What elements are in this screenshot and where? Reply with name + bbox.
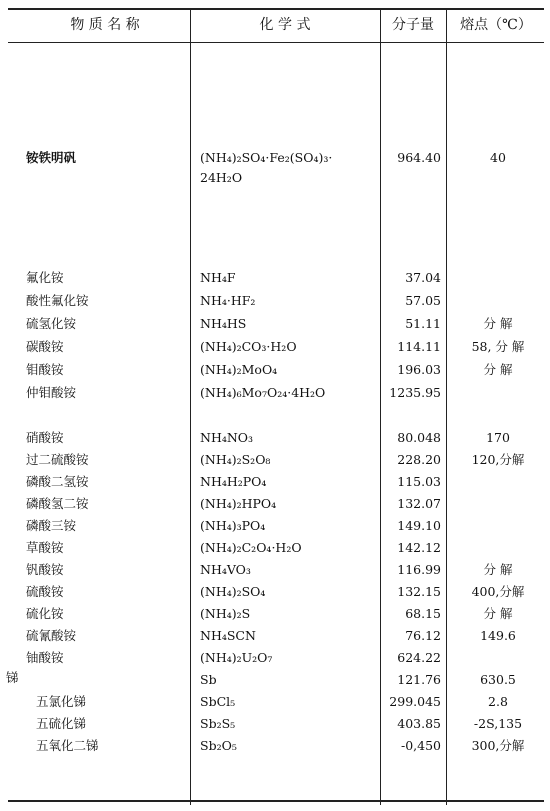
row-molecular-weight: 132.07 <box>397 496 441 511</box>
row-molecular-weight: 121.76 <box>397 672 441 687</box>
row-molecular-weight: 149.10 <box>397 518 441 533</box>
row-formula: NH₄HS <box>200 316 247 331</box>
row-name: 铵铁明矾 <box>26 150 77 165</box>
row-formula: NH₄VO₃ <box>200 562 251 577</box>
row-formula: NH₄SCN <box>200 628 256 643</box>
row-formula: Sb₂S₅ <box>200 716 236 731</box>
row-molecular-weight: 299.045 <box>389 694 441 709</box>
row-name: 硫氢化铵 <box>26 316 77 331</box>
row-formula: NH₄·HF₂ <box>200 293 256 308</box>
row-melting-point: 分 解 <box>483 316 513 331</box>
row-molecular-weight: 964.40 <box>397 150 441 165</box>
row-name: 磷酸二氢铵 <box>26 474 89 489</box>
row-name: 五氯化锑 <box>36 694 87 709</box>
row-molecular-weight: 76.12 <box>405 628 441 643</box>
header-molecular-weight: 分子量 <box>392 17 434 33</box>
row-melting-point: 630.5 <box>480 672 516 687</box>
row-formula: (NH₄)₆Mo₇O₂₄·4H₂O <box>200 385 326 400</box>
row-molecular-weight: 1235.95 <box>389 385 441 400</box>
row-molecular-weight: 403.85 <box>397 716 441 731</box>
column-divider-2 <box>380 8 381 805</box>
row-melting-point: 分 解 <box>483 362 513 377</box>
row-melting-point: -2S,135 <box>473 716 523 731</box>
row-name: 硫化铵 <box>26 606 64 621</box>
row-name: 五氧化二锑 <box>36 738 99 753</box>
row-name: 氟化铵 <box>26 270 64 285</box>
row-molecular-weight: 228.20 <box>397 452 441 467</box>
column-divider-3 <box>446 8 447 805</box>
row-molecular-weight: 115.03 <box>397 474 441 489</box>
row-molecular-weight: 80.048 <box>397 430 441 445</box>
row-name: 碳酸铵 <box>26 339 64 354</box>
row-melting-point: 149.6 <box>480 628 516 643</box>
row-melting-point: 120,分解 <box>471 452 525 467</box>
column-divider-1 <box>190 8 191 805</box>
row-name: 五硫化锑 <box>36 716 87 731</box>
row-formula: Sb <box>200 672 217 687</box>
row-molecular-weight: 196.03 <box>397 362 441 377</box>
row-name: 钼酸铵 <box>26 362 64 377</box>
row-formula: (NH₄)₂SO₄·Fe₂(SO₄)₃· <box>200 150 333 165</box>
row-formula: (NH₄)₂HPO₄ <box>200 496 277 511</box>
row-formula-continued: 24H₂O <box>200 170 243 185</box>
header-formula: 化 学 式 <box>259 17 311 33</box>
row-molecular-weight: 51.11 <box>405 316 441 331</box>
row-name: 仲钼酸铵 <box>26 385 77 400</box>
row-name: 磷酸氢二铵 <box>26 496 89 511</box>
row-molecular-weight: 57.05 <box>405 293 441 308</box>
row-name: 钒酸铵 <box>26 562 64 577</box>
row-formula: Sb₂O₅ <box>200 738 237 753</box>
row-name: 硫酸铵 <box>26 584 64 599</box>
row-formula: NH₄NO₃ <box>200 430 254 445</box>
row-melting-point: 300,分解 <box>471 738 525 753</box>
row-name: 酸性氟化铵 <box>26 293 89 308</box>
row-melting-point: 分 解 <box>483 606 513 621</box>
row-name: 铀酸铵 <box>26 650 64 665</box>
row-formula: (NH₄)₂S <box>200 606 251 621</box>
row-melting-point: 400,分解 <box>471 584 525 599</box>
row-melting-point: 分 解 <box>483 562 513 577</box>
row-name: 硝酸铵 <box>26 430 64 445</box>
row-melting-point: 58, 分 解 <box>471 339 525 354</box>
row-formula: (NH₄)₂SO₄ <box>200 584 266 599</box>
element-label-antimony: 锑 <box>6 670 19 685</box>
row-molecular-weight: 68.15 <box>405 606 441 621</box>
row-name: 草酸铵 <box>26 540 64 555</box>
row-molecular-weight: 37.04 <box>405 270 441 285</box>
header-melting-point: 熔点（℃） <box>460 17 532 33</box>
row-melting-point: 170 <box>486 430 510 445</box>
row-formula: (NH₄)₂U₂O₇ <box>200 650 273 665</box>
row-molecular-weight: 142.12 <box>397 540 441 555</box>
row-formula: (NH₄)₂C₂O₄·H₂O <box>200 540 302 555</box>
row-melting-point: 40 <box>490 150 506 165</box>
row-name: 磷酸三铵 <box>26 518 77 533</box>
header-name: 物 质 名 称 <box>70 17 140 33</box>
row-formula: (NH₄)₂S₂O₈ <box>200 452 271 467</box>
row-name: 过二硫酸铵 <box>26 452 89 467</box>
row-formula: (NH₄)₂MoO₄ <box>200 362 278 377</box>
row-molecular-weight: 132.15 <box>397 584 441 599</box>
row-formula: NH₄F <box>200 270 236 285</box>
row-molecular-weight: 114.11 <box>397 339 441 354</box>
row-melting-point: 2.8 <box>488 694 508 709</box>
row-molecular-weight: 116.99 <box>397 562 441 577</box>
row-name: 硫氰酸铵 <box>26 628 77 643</box>
row-formula: (NH₄)₂CO₃·H₂O <box>200 339 297 354</box>
row-formula: NH₄H₂PO₄ <box>200 474 267 489</box>
row-formula: (NH₄)₃PO₄ <box>200 518 266 533</box>
header-rule <box>8 42 544 43</box>
row-molecular-weight: 624.22 <box>397 650 441 665</box>
table-top-rule <box>8 8 544 10</box>
row-molecular-weight: -0,450 <box>400 738 441 753</box>
row-formula: SbCl₅ <box>200 694 236 709</box>
table-bottom-rule <box>8 800 544 802</box>
